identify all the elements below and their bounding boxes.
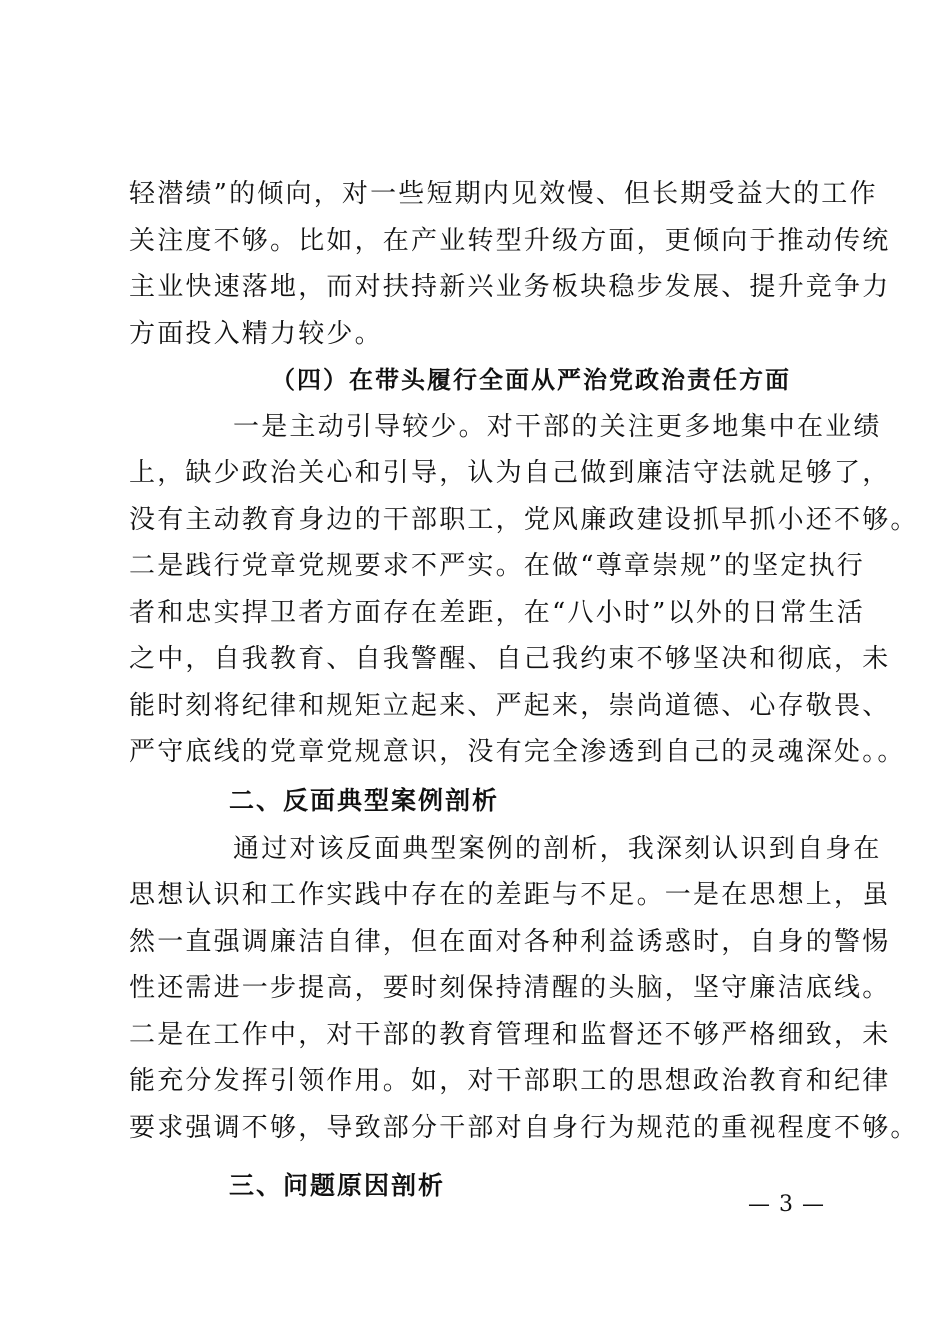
text-line: 之中，自我教育、自我警醒、自己我约束不够坚决和彻底，未 <box>129 644 891 674</box>
text-line: 者和忠实捍卫者方面存在差距，在“八小时”以外的日常生活 <box>129 597 865 628</box>
text-line: 通过对该反面典型案例的剖析，我深刻认识到自身在 <box>233 833 882 864</box>
text-line: 一是主动引导较少。对干部的关注更多地集中在业绩 <box>233 411 882 442</box>
text-line: 上，缺少政治关心和引导，认为自己做到廉洁守法就足够了， <box>129 458 891 488</box>
text-line: 性还需进一步提高，要时刻保持清醒的头脑，坚守廉洁底线。 <box>129 973 891 1003</box>
page-number: — 3 — <box>748 1192 825 1217</box>
text-line: 轻潜绩”的倾向，对一些短期内见效慢、但长期受益大的工作 <box>129 179 878 209</box>
text-line: 能时刻将纪律和规矩立起来、严起来，崇尚道德、心存敬畏、 <box>129 690 891 721</box>
text-line: 方面投入精力较少。 <box>129 318 383 349</box>
text-line: 主业快速落地，而对扶持新兴业务板块稳步发展、提升竞争力 <box>129 272 891 302</box>
section-heading-3: 三、问题原因剖析 <box>229 1171 446 1200</box>
document-body <box>129 171 919 1211</box>
text-line: 二是践行党章党规要求不严实。在做“尊章崇规”的坚定执行 <box>129 551 865 581</box>
text-line: 要求强调不够，导致部分干部对自身行为规范的重视程度不够。 <box>129 1112 919 1143</box>
text-line: 思想认识和工作实践中存在的差距与不足。一是在思想上，虽 <box>129 880 891 910</box>
text-line: 严守底线的党章党规意识，没有完全渗透到自己的灵魂深处。。 <box>129 737 906 767</box>
text-line: 能充分发挥引领作用。如，对干部职工的思想政治教育和纪律 <box>129 1066 891 1096</box>
subsection-heading: （四）在带头履行全面从严治党政治责任方面 <box>271 366 791 394</box>
continued-paragraph <box>129 171 891 357</box>
text-line: 关注度不够。比如，在产业转型升级方面，更倾向于推动传统 <box>129 225 891 256</box>
section-heading-2: 二、反面典型案例剖析 <box>229 785 500 815</box>
text-line: 二是在工作中，对干部的教育管理和监督还不够严格细致，未 <box>129 1019 891 1050</box>
section2-paragraph <box>129 826 919 1152</box>
text-line: 没有主动教育身边的干部职工，党风廉政建设抓早抓小还不够。 <box>129 504 919 535</box>
subsection-paragraph <box>129 404 919 776</box>
text-line: 然一直强调廉洁自律，但在面对各种利益诱惑时，自身的警惕 <box>129 926 891 957</box>
